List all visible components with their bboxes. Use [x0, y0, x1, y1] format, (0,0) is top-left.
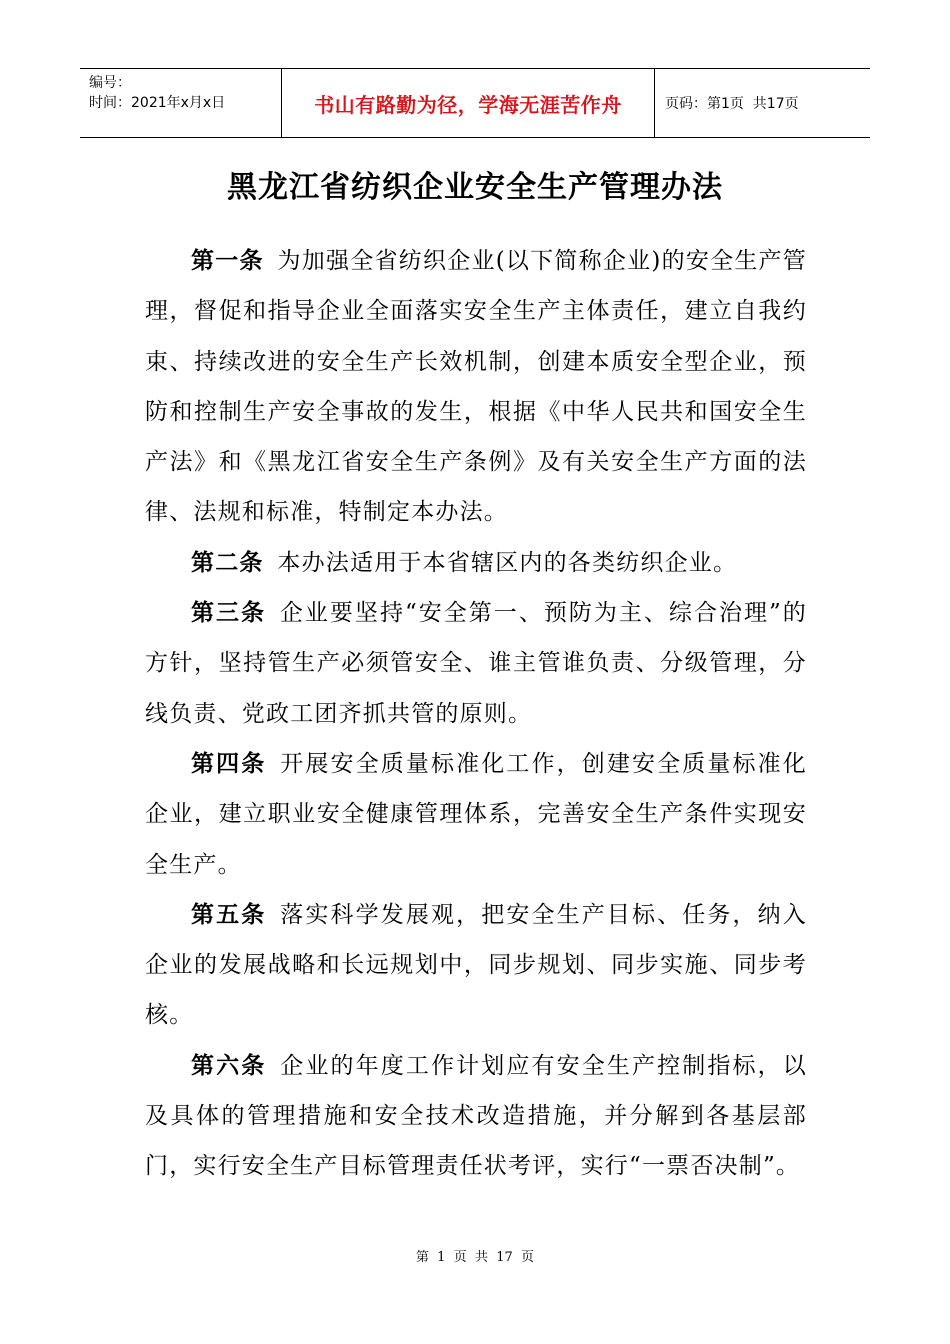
article-3 [145, 588, 807, 739]
article-4 [145, 739, 807, 890]
article-text: 落实科学发展观，把安全生产目标、任务，纳入企业的发展战略和长远规划中，同步规划、同步实施、同步考核。 [145, 901, 807, 1029]
article-text: 本办法适用于本省辖区内的各类纺织企业。 [277, 549, 738, 576]
header-meta [80, 69, 282, 137]
article-heading: 第五条 [191, 901, 267, 928]
article-5 [145, 890, 807, 1041]
article-heading: 第一条 [191, 248, 264, 274]
article-heading: 第三条 [191, 600, 267, 627]
article-heading: 第二条 [191, 549, 264, 576]
article-1 [145, 236, 807, 538]
document-time-label: 时间：2021年x月x日 [89, 95, 226, 111]
article-text: 开展安全质量标准化工作，创建安全质量标准化企业，建立职业安全健康管理体系，完善安全生产条件实现安全生产。 [145, 750, 807, 878]
page-header [80, 68, 870, 138]
article-2 [145, 538, 807, 588]
page-footer [0, 1246, 950, 1265]
article-text: 为加强全省纺织企业(以下简称企业)的安全生产管理，督促和指导企业全面落实安全生产主体责任，建立自我约束、持续改进的安全生产长效机制，创建本质安全型企业，预防和控制生产安全事故的发生，根据《中华人民共和国安全生产法》和《黑龙江省安全生产条例》及有关安全生产方面的法律、法规和标准，特制定本办法。 [145, 248, 807, 526]
document-number-label: 编号： [89, 75, 131, 91]
article-text: 企业的年度工作计划应有安全生产控制指标，以及具体的管理措施和安全技术改造措施，并分解到各基层部门，实行安全生产目标管理责任状考评，实行“一票否决制”。 [145, 1052, 807, 1180]
document-title: 黑龙江省纺织企业安全生产管理办法 [227, 170, 723, 205]
article-6 [145, 1041, 807, 1192]
footer-page-number: 第 1 页 共 17 页 [415, 1250, 535, 1265]
article-text: 企业要坚持“安全第一、预防为主、综合治理”的方针，坚持管生产必须管安全、谁主管谁负责、分级管理，分线负责、党政工团齐抓共管的原则。 [145, 600, 807, 727]
header-page-info [655, 69, 870, 137]
header-motto: 书山有路勤为径，学海无涯苦作舟 [282, 69, 655, 137]
article-heading: 第六条 [191, 1052, 267, 1079]
header-page-info-text: 页码：第1页 共17页 [665, 96, 799, 112]
article-heading: 第四条 [191, 750, 267, 777]
document-body [145, 236, 807, 1192]
